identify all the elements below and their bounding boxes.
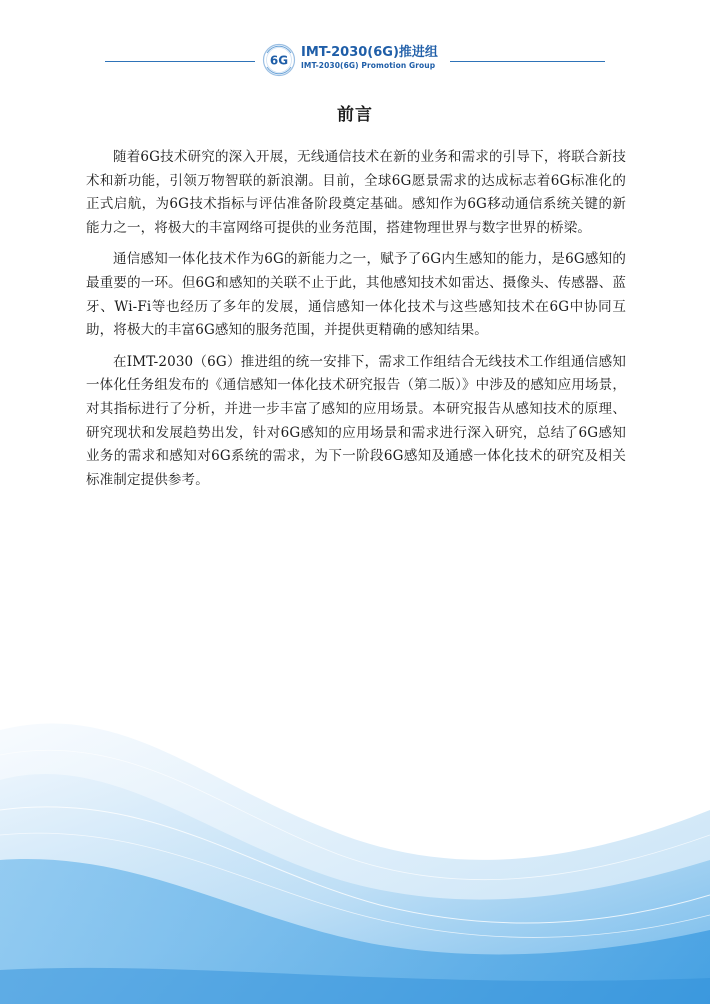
- paragraph-1: 随着6G技术研究的深入开展，无线通信技术在新的业务和需求的引导下，将联合新技术和新功能，引领万物智联的新浪潮。目前，全球6G愿景需求的达成标志着6G标准化的正式启航，为6G技术指标与评估准备阶段奠定基础。感知作为6G移动通信系统关键的新能力之一，将极大的丰富网络可提供的业务范围，搭建物理世界与数字世界的桥梁。: [86, 149, 626, 236]
- header-rule-right: [450, 61, 605, 62]
- page-header: [0, 40, 710, 80]
- decorative-wave-background: [0, 660, 710, 1004]
- org-title: IMT-2030(6G)推进组: [301, 45, 438, 60]
- imt2030-logo-icon: [262, 43, 296, 77]
- logo-mark-text: 6G: [269, 53, 289, 68]
- paragraph-3: 在IMT-2030（6G）推进组的统一安排下，需求工作组结合无线技术工作组通信感知一体化任务组发布的《通信感知一体化技术研究报告（第二版）》中涉及的感知应用场景，对其指标进行了分析，并进一步丰富了感知的应用场景。本研究报告从感知技术的原理、研究现状和发展趋势出发，针对6G感知的应用场景和需求进行深入研究，总结了6G感知业务的需求和感知对6G系统的需求，为下一阶段6G感知及通感一体化技术的研究及相关标准制定提供参考。: [86, 353, 626, 488]
- paragraph-2: 通信感知一体化技术作为6G的新能力之一，赋予了6G内生感知的能力，是6G感知的最重要的一环。但6G和感知的关联不止于此，其他感知技术如雷达、摄像头、传感器、蓝牙、Wi-Fi等也经历了多年的发展，通信感知一体化技术与这些感知技术在6G中协同互助，将极大的丰富6G感知的服务范围，并提供更精确的感知结果。: [86, 251, 626, 339]
- document-body: [86, 146, 626, 500]
- org-name-block: [301, 45, 438, 71]
- page-title: 前言: [337, 105, 373, 125]
- org-subtitle: IMT-2030(6G) Promotion Group: [301, 61, 436, 70]
- header-rule-left: [105, 61, 255, 62]
